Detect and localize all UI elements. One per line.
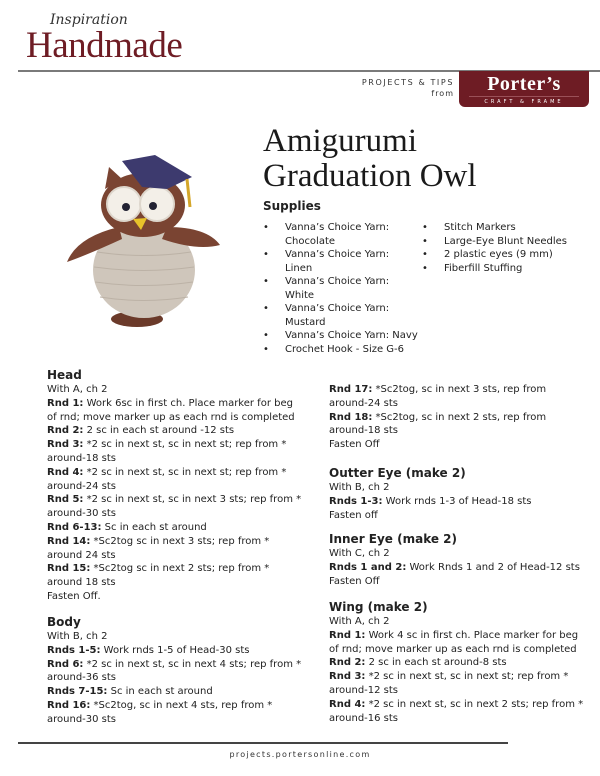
instruction-line: With C, ch 2 xyxy=(329,548,390,559)
round-label: Rnd 2: xyxy=(47,425,84,437)
tips-line: PROJECTS & TIPS xyxy=(361,78,454,87)
round-label: Rnd 3: xyxy=(47,439,84,451)
owl-photo xyxy=(47,127,247,345)
footer-url: projects.portersonline.com xyxy=(229,750,371,759)
instruction-line: Rnd 16: *Sc2tog, sc in next 4 sts, rep from * around-30 sts xyxy=(47,699,273,725)
supply-item: • Stitch Markers xyxy=(422,221,600,235)
section-heading: Head xyxy=(47,368,82,382)
title-line-2: Graduation Owl xyxy=(263,158,477,194)
supply-item: • Fiberfill Stuffing xyxy=(422,262,600,276)
supply-item: • Vanna’s Choice Yarn: Chocolate xyxy=(263,221,403,248)
section-wing xyxy=(329,600,589,725)
instruction-line: Rnd 3: *2 sc in next st, sc in next st; rep from * around-18 sts xyxy=(47,439,287,464)
instruction-lines xyxy=(47,383,302,604)
round-label: Rnd 3: xyxy=(329,671,366,683)
section-outer-eye xyxy=(329,466,589,522)
round-label: Rnd 15: xyxy=(47,563,91,575)
instruction-line: Fasten Off xyxy=(329,575,380,587)
round-label: Rnd 17: xyxy=(329,384,373,395)
instruction-line: Rnds 1-3: Work rnds 1-3 of Head-18 sts xyxy=(329,495,532,507)
section-inner-eye xyxy=(329,532,589,588)
projects-tips-label xyxy=(362,77,454,99)
owl-illustration-icon xyxy=(47,127,247,345)
section-head xyxy=(47,368,302,604)
instruction-line: Rnd 1: Work 4 sc in first ch. Place marker for beg of rnd; move marker up as each rnd is completed xyxy=(329,629,579,655)
supplies-list-1 xyxy=(263,221,418,356)
supply-item: • Vanna’s Choice Yarn: Mustard xyxy=(263,302,403,329)
tips-from: from xyxy=(431,89,454,98)
round-label: Rnd 6-13: xyxy=(47,521,102,533)
round-label: Rnd 5: xyxy=(47,494,84,506)
round-label: Rnd 4: xyxy=(47,466,84,478)
supplies-list-2 xyxy=(422,221,600,275)
supply-item: • Crochet Hook - Size G-6 xyxy=(263,343,403,357)
instruction-line: Rnd 5: *2 sc in next st, sc in next 3 sts; rep from * around-30 sts xyxy=(47,494,302,520)
instruction-line: Rnd 3: *2 sc in next st, sc in next st; rep from * around-12 sts xyxy=(329,671,569,696)
footer-divider xyxy=(18,742,508,744)
instruction-line: Fasten off xyxy=(329,509,378,521)
instruction-line: Rnd 4: *2 sc in next st, sc in next st; rep from * around-24 sts xyxy=(47,466,287,492)
section-heading: Wing (make 2) xyxy=(329,600,428,614)
brand-tagline: Inspiration xyxy=(50,12,128,28)
instruction-line: Fasten Off. xyxy=(47,590,101,602)
supplies-heading: Supplies xyxy=(263,199,321,213)
round-label: Rnds 7-15: xyxy=(47,686,108,698)
round-label: Rnd 1: xyxy=(329,629,366,641)
instruction-line: Rnd 15: *Sc2tog sc in next 2 sts; rep from * around 18 sts xyxy=(47,563,270,589)
round-label: Rnd 1: xyxy=(47,397,84,409)
instruction-line: Rnds 7-15: Sc in each st around xyxy=(47,686,213,698)
round-label: Rnd 6: xyxy=(47,658,84,670)
instruction-line: Rnd 2: 2 sc in each st around -12 sts xyxy=(47,425,235,437)
round-label: Rnd 14: xyxy=(47,535,91,547)
logo-subtitle: CRAFT & FRAME xyxy=(469,96,579,105)
instruction-lines xyxy=(329,383,584,452)
instruction-line: With B, ch 2 xyxy=(329,482,390,493)
instruction-line: Rnd 6-13: Sc in each st around xyxy=(47,521,207,533)
supply-item: • Vanna’s Choice Yarn: Navy xyxy=(263,329,403,343)
instruction-line: Rnd 2: 2 sc in each st around-8 sts xyxy=(329,657,507,669)
instruction-line: With A, ch 2 xyxy=(47,384,108,395)
instruction-line: Rnd 6: *2 sc in next st, sc in next 4 sts; rep from * around-36 sts xyxy=(47,658,302,684)
section-body xyxy=(47,615,302,727)
porters-logo xyxy=(459,71,589,107)
instruction-line: Rnd 14: *Sc2tog sc in next 3 sts; rep from * around 24 sts xyxy=(47,535,270,561)
instruction-line: Fasten Off xyxy=(329,439,380,451)
round-label: Rnd 18: xyxy=(329,411,373,423)
supply-item: • Vanna’s Choice Yarn: White xyxy=(263,275,403,302)
page-title xyxy=(263,124,477,194)
supply-item: • Large-Eye Blunt Needles xyxy=(422,235,600,249)
supply-item: • Vanna’s Choice Yarn: Linen xyxy=(263,248,403,275)
section-body-continued xyxy=(329,383,584,452)
round-label: Rnds 1-5: xyxy=(47,644,101,656)
instruction-line: Rnds 1-5: Work rnds 1-5 of Head-30 sts xyxy=(47,644,250,656)
instruction-line: Rnd 4: *2 sc in next st, sc in next 2 sts; rep from * around-16 sts xyxy=(329,698,584,724)
section-heading: Inner Eye (make 2) xyxy=(329,532,458,546)
instruction-lines xyxy=(329,547,589,588)
round-label: Rnds 1-3: xyxy=(329,495,383,507)
instruction-line: Rnd 18: *Sc2tog, sc in next 2 sts, rep from around-18 sts xyxy=(329,411,547,437)
instruction-line: With B, ch 2 xyxy=(47,631,108,642)
round-label: Rnd 4: xyxy=(329,698,366,710)
instruction-lines xyxy=(329,481,589,522)
instruction-lines xyxy=(329,615,589,725)
supply-item: • 2 plastic eyes (9 mm) xyxy=(422,248,600,262)
round-label: Rnds 1 and 2: xyxy=(329,561,407,573)
instruction-lines xyxy=(47,630,302,727)
round-label: Rnd 2: xyxy=(329,657,366,669)
instruction-line: Rnd 1: Work 6sc in first ch. Place marker for beg of rnd; move marker up as each rnd is completed xyxy=(47,397,295,423)
instruction-line: Rnds 1 and 2: Work Rnds 1 and 2 of Head-12 sts xyxy=(329,561,580,573)
round-label: Rnd 16: xyxy=(47,699,91,711)
instruction-line: With A, ch 2 xyxy=(329,616,390,627)
logo-name: Porter’s xyxy=(487,73,561,95)
title-line-1: Amigurumi xyxy=(263,123,417,159)
section-heading: Outter Eye (make 2) xyxy=(329,466,466,480)
brand-name: Handmade xyxy=(26,25,183,66)
instruction-line: Rnd 17: *Sc2tog, sc in next 3 sts, rep from around-24 sts xyxy=(329,384,547,409)
section-heading: Body xyxy=(47,615,81,629)
